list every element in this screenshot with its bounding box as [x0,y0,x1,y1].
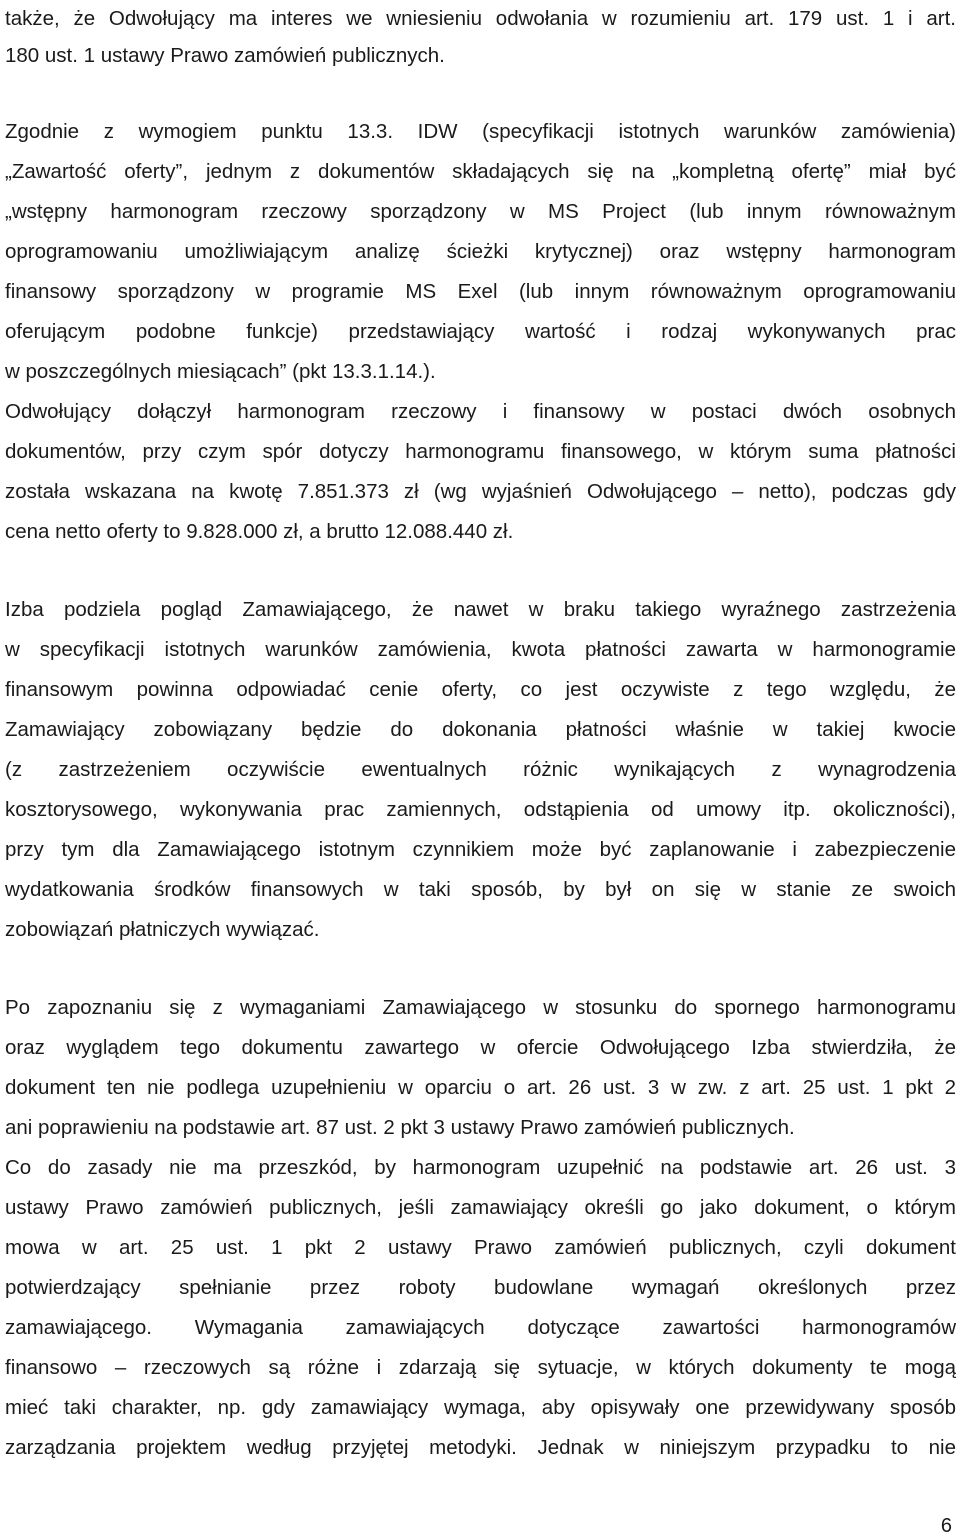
text-line: zamawiającego. Wymagania zamawiających dotyczące zawartości harmonogramów [5,1316,956,1339]
text-line: Odwołujący dołączył harmonogram rzeczowy i finansowy w postaci dwóch osobnych [5,400,956,423]
text-line: ani poprawieniu na podstawie art. 87 ust. 2 pkt 3 ustawy Prawo zamówień publicznych. [5,1116,795,1139]
text-line: (z zastrzeżeniem oczywiście ewentualnych różnic wynikających z wynagrodzenia [5,758,956,781]
text-line: „wstępny harmonogram rzeczowy sporządzony w MS Project (lub innym równoważnym [5,200,956,223]
text-line: oprogramowaniu umożliwiającym analizę ścieżki krytycznej) oraz wstępny harmonogram [5,240,956,263]
text-line: finansowy sporządzony w programie MS Exel (lub innym równoważnym oprogramowaniu [5,280,956,303]
text-line: dokument ten nie podlega uzupełnieniu w oparciu o art. 26 ust. 3 w zw. z art. 25 ust. 1 pkt 2 [5,1076,956,1099]
text-line: dokumentów, przy czym spór dotyczy harmonogramu finansowego, w którym suma płatności [5,440,956,463]
text-line: w poszczególnych miesiącach” (pkt 13.3.1.14.). [5,360,436,383]
text-line: kosztorysowego, wykonywania prac zamiennych, odstąpienia od umowy itp. okoliczności), [5,798,956,821]
page-number: 6 [940,1515,952,1537]
text-line: mieć taki charakter, np. gdy zamawiający wymaga, aby opisywały one przewidywany sposób [5,1396,956,1419]
text-line: Po zapoznaniu się z wymaganiami Zamawiającego w stosunku do spornego harmonogramu [5,996,956,1019]
text-line: w specyfikacji istotnych warunków zamówienia, kwota płatności zawarta w harmonogramie [5,638,956,661]
text-line: mowa w art. 25 ust. 1 pkt 2 ustawy Prawo zamówień publicznych, czyli dokument [5,1236,956,1259]
text-line: 180 ust. 1 ustawy Prawo zamówień publicznych. [5,44,445,67]
text-line: finansowo – rzeczowych są różne i zdarzają się sytuacje, w których dokumenty te mogą [5,1356,956,1379]
text-line: Izba podziela pogląd Zamawiającego, że nawet w braku takiego wyraźnego zastrzeżenia [5,598,956,621]
text-line: zobowiązań płatniczych wywiązać. [5,918,320,941]
text-line: Co do zasady nie ma przeszkód, by harmonogram uzupełnić na podstawie art. 26 ust. 3 [5,1156,956,1179]
text-line: Zgodnie z wymogiem punktu 13.3. IDW (specyfikacji istotnych warunków zamówienia) [5,120,956,143]
text-line: oraz wyglądem tego dokumentu zawartego w ofercie Odwołującego Izba stwierdziła, że [5,1036,956,1059]
text-line: finansowym powinna odpowiadać cenie oferty, co jest oczywiste z tego względu, że [5,678,956,701]
text-line: została wskazana na kwotę 7.851.373 zł (wg wyjaśnień Odwołującego – netto), podczas gdy [5,480,956,503]
text-line: wydatkowania środków finansowych w taki sposób, by był on się w stanie ze swoich [5,878,956,901]
text-line: ustawy Prawo zamówień publicznych, jeśli zamawiający określi go jako dokument, o którym [5,1196,956,1219]
text-line: przy tym dla Zamawiającego istotnym czynnikiem może być zaplanowanie i zabezpieczenie [5,838,956,861]
text-line: „Zawartość oferty”, jednym z dokumentów składających się na „kompletną ofertę” miał być [5,160,956,183]
text-line: cena netto oferty to 9.828.000 zł, a brutto 12.088.440 zł. [5,520,514,543]
text-line: oferującym podobne funkcje) przedstawiający wartość i rodzaj wykonywanych prac [5,320,956,343]
text-line: zarządzania projektem według przyjętej metodyki. Jednak w niniejszym przypadku to nie [5,1436,956,1459]
text-line: potwierdzający spełnianie przez roboty budowlane wymagań określonych przez [5,1276,956,1299]
text-line: także, że Odwołujący ma interes we wniesieniu odwołania w rozumieniu art. 179 ust. 1 i art. [5,7,956,30]
text-line: Zamawiający zobowiązany będzie do dokonania płatności właśnie w takiej kwocie [5,718,956,741]
